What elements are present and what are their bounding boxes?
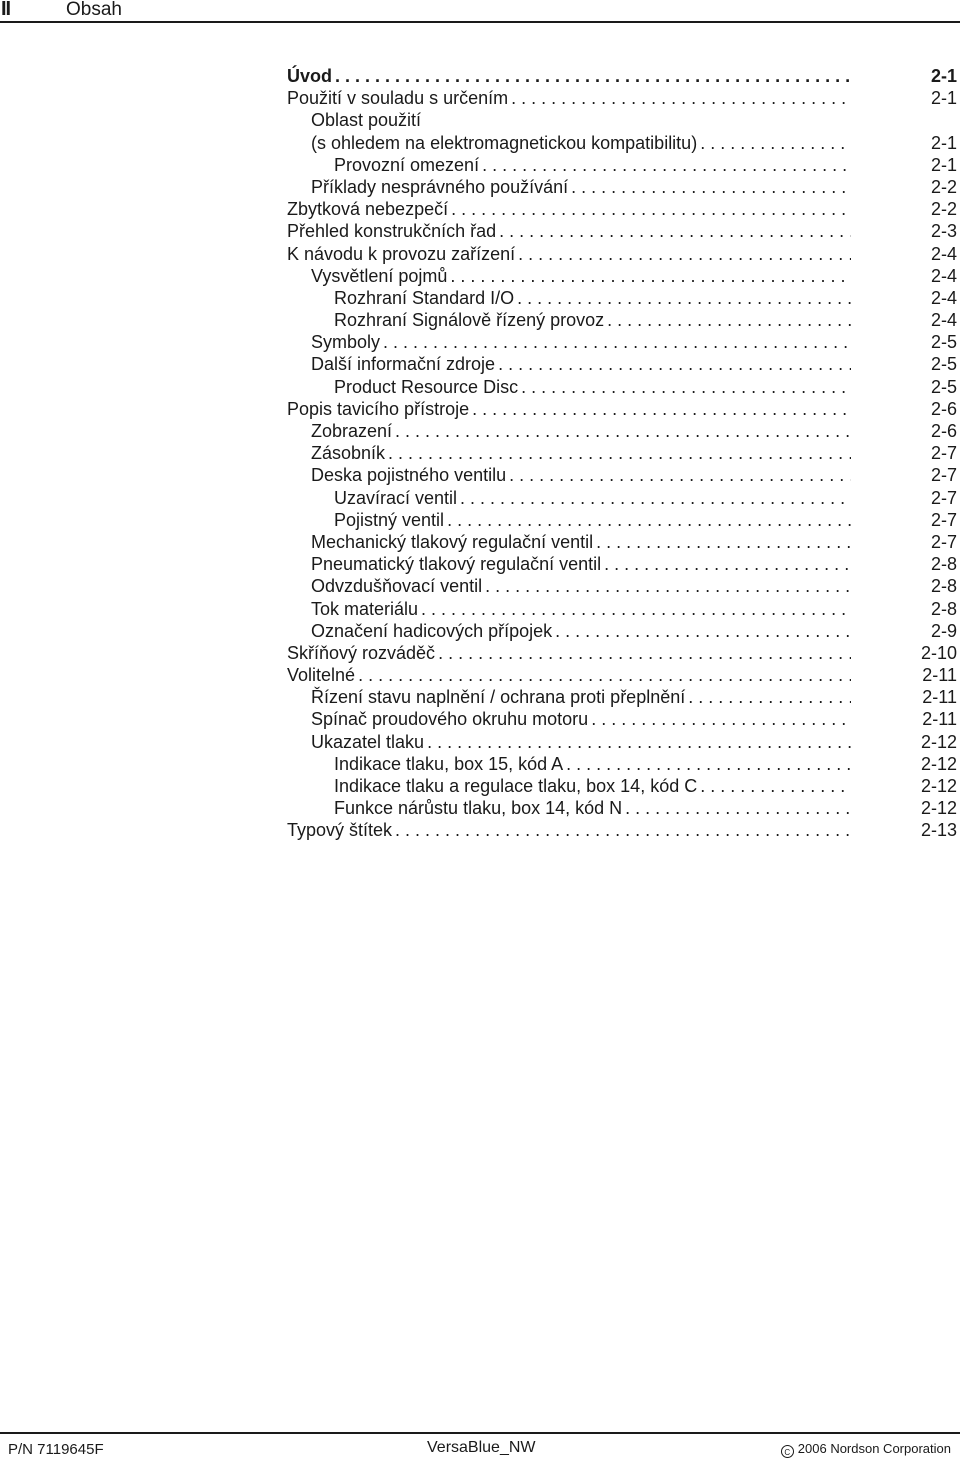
toc-entry-title: Deska pojistného ventilu [311,464,509,486]
toc-entry[interactable] [287,686,957,708]
copyright [781,1441,951,1458]
toc-entry-label-wrap [287,398,851,420]
toc-entry[interactable] [287,775,957,797]
toc-entry[interactable] [287,331,957,353]
toc-entry-page: 2-7 [930,487,957,508]
toc-dot-leader [596,531,851,553]
toc-entry-title: Zbytková nebezpečí [287,198,451,220]
toc-entry[interactable] [287,664,957,686]
toc-dot-leader [388,442,851,464]
toc-entry-label-wrap [287,642,851,664]
toc-entry-page: 2-10 [920,642,957,663]
toc-entry-page: 2-6 [930,421,957,441]
toc-entry-page: 2-4 [930,287,957,308]
toc-dot-leader [451,198,851,220]
toc-entry-page: 2-8 [930,598,957,619]
toc-dot-leader [509,464,851,486]
toc-entry-label-wrap [287,220,851,242]
page-footer [0,1432,960,1461]
toc-entry[interactable] [287,353,957,375]
toc-entry[interactable] [287,309,957,331]
toc-entry-label-wrap [334,797,851,819]
toc-entry-label-wrap [311,598,851,620]
toc-entry-page: 2-1 [930,132,957,153]
toc-dot-leader [427,731,851,753]
toc-entry-title: Řízení stavu naplnění / ochrana proti přeplnění [311,686,688,708]
toc-entry-page: 2-2 [930,176,957,197]
toc-dot-leader [700,775,851,797]
toc-entry-label-wrap [287,198,851,220]
toc-dot-leader [421,598,851,620]
toc-entry-title: Rozhraní Signálově řízený provoz [334,309,607,331]
toc-entry-title: Zobrazení [311,420,395,442]
toc-entry-page: 2-7 [930,465,957,486]
toc-entry-label-wrap [311,442,851,464]
toc-entry-label-wrap [311,420,851,442]
toc-entry-page: 2-12 [920,731,957,752]
toc-entry-page: 2-4 [930,310,957,331]
toc-entry-title: Provozní omezení [334,154,482,176]
toc-dot-leader [335,65,851,87]
toc-dot-leader [555,620,851,642]
toc-entry-title: Uzavírací ventil [334,487,460,509]
toc-entry[interactable] [287,575,957,597]
toc-entry[interactable] [287,598,957,620]
toc-entry-label-wrap [311,331,851,353]
toc-entry-title: Funkce nárůstu tlaku, box 14, kód N [334,797,625,819]
toc-entry[interactable] [287,376,957,398]
toc-entry-title: (s ohledem na elektromagnetickou kompatibilitu) [311,132,700,154]
toc-entry-page: 2-12 [920,776,957,796]
toc-dot-leader [450,265,851,287]
toc-entry-page: 2-7 [930,509,957,530]
toc-entry-page: 2-5 [930,354,957,375]
toc-dot-leader [482,154,851,176]
toc-dot-leader [447,509,851,531]
toc-entry-title: Rozhraní Standard I/O [334,287,517,309]
toc-entry-label-wrap [287,87,851,109]
toc-entry-title: Symboly [311,331,383,353]
toc-entry[interactable] [287,708,957,730]
toc-entry-page: 2-4 [930,243,957,264]
toc-entry-label-wrap [311,686,851,708]
toc-entry[interactable] [287,553,957,575]
toc-entry-label-wrap [287,243,851,265]
toc-dot-leader [358,664,851,686]
toc-entry-label-wrap [311,731,851,753]
toc-entry[interactable] [287,819,957,841]
toc-entry-title: K návodu k provozu zařízení [287,243,518,265]
toc-dot-leader [591,708,851,730]
toc-entry-page: 2-8 [930,554,957,575]
toc-entry-label-wrap [311,620,851,642]
toc-dot-leader [511,87,851,109]
toc-entry-page: 2-1 [930,88,957,109]
toc-entry-label-wrap [311,708,851,730]
toc-entry-label-wrap [311,531,851,553]
toc-entry-title: Odvzdušňovací ventil [311,575,485,597]
toc-dot-leader [607,309,851,331]
toc-entry[interactable] [287,797,957,819]
toc-entry-title: Označení hadicových přípojek [311,620,555,642]
product-name: VersaBlue_NW [427,1439,536,1456]
toc-entry-label-wrap [287,819,851,841]
toc-dot-leader [566,753,851,775]
toc-entry-label-wrap [311,575,851,597]
toc-entry-label-wrap [311,353,851,375]
toc-entry-title: Volitelné [287,664,358,686]
toc-entry-page: 2-11 [922,687,957,708]
toc-entry[interactable] [287,442,957,464]
toc-entry[interactable] [287,265,957,287]
toc-entry[interactable] [287,531,957,553]
toc-entry[interactable] [287,464,957,486]
toc-dot-leader [438,642,851,664]
toc-entry-page: 2-4 [930,265,957,286]
toc-entry-label-wrap [334,154,851,176]
toc-entry-label-wrap [334,287,851,309]
toc-entry[interactable] [287,753,957,775]
toc-dot-leader [485,575,851,597]
table-of-contents [287,65,957,842]
toc-entry-label-wrap [311,265,851,287]
toc-entry-title: Typový štítek [287,819,395,841]
toc-entry-label-wrap [334,487,851,509]
toc-dot-leader [517,287,851,309]
toc-dot-leader [383,331,851,353]
toc-entry-label-wrap [334,753,851,775]
toc-entry[interactable] [287,398,957,420]
toc-dot-leader [700,132,851,154]
copyright-icon: C [781,1445,794,1458]
header-rule [0,21,960,23]
toc-entry-page: 2-5 [930,376,957,397]
toc-entry-title: Příklady nesprávného používání [311,176,571,198]
toc-entry-label-wrap [311,553,851,575]
toc-entry-title: Indikace tlaku, box 15, kód A [334,753,566,775]
copyright-text: 2006 Nordson Corporation [797,1441,951,1456]
toc-dot-leader [395,420,851,442]
toc-entry-page: 2-9 [930,620,957,641]
toc-entry-title: Úvod [287,65,335,87]
toc-entry-label-wrap [311,132,851,154]
section-number: II [1,0,11,20]
toc-dot-leader [460,487,851,509]
toc-entry[interactable] [287,287,957,309]
toc-entry-title: Spínač proudového okruhu motoru [311,708,591,730]
toc-entry[interactable] [287,243,957,265]
toc-dot-leader [518,243,851,265]
toc-entry[interactable] [287,198,957,220]
toc-entry-label-wrap [334,775,851,797]
toc-entry-title: Pojistný ventil [334,509,447,531]
toc-entry-page: 2-1 [930,154,957,175]
toc-dot-leader [688,686,851,708]
toc-entry-title: Indikace tlaku a regulace tlaku, box 14, kód C [334,775,700,797]
toc-entry-title: Popis tavicího přístroje [287,398,472,420]
toc-entry-title: Další informační zdroje [311,353,498,375]
footer-rule [0,1432,960,1434]
toc-entry[interactable] [287,220,957,242]
toc-entry[interactable] [287,509,957,531]
page-header [0,0,960,22]
toc-entry[interactable] [287,731,957,753]
toc-dot-leader [521,376,851,398]
toc-dot-leader [472,398,851,420]
toc-entry-title: Mechanický tlakový regulační ventil [311,531,596,553]
toc-entry-page: 2-3 [930,221,957,242]
toc-entry[interactable] [287,420,957,442]
toc-entry-page: 2-13 [920,820,957,841]
toc-entry-title: Přehled konstrukčních řad [287,220,499,242]
toc-entry-title: Oblast použití [311,109,424,131]
toc-entry[interactable] [287,487,957,509]
toc-entry-page: 2-2 [930,199,957,220]
toc-entry-title: Ukazatel tlaku [311,731,427,753]
toc-entry-page: 2-1 [930,66,957,86]
toc-entry-page: 2-7 [930,443,957,464]
toc-entry-page: 2-6 [930,398,957,419]
toc-entry[interactable] [287,65,957,87]
toc-entry-title: Použití v souladu s určením [287,87,511,109]
toc-entry[interactable] [287,620,957,642]
toc-dot-leader [395,819,851,841]
toc-entry-title: Product Resource Disc [334,376,521,398]
toc-entry[interactable] [287,154,957,176]
toc-entry[interactable] [287,87,957,109]
toc-entry[interactable] [287,176,957,198]
toc-entry-label-wrap [334,509,851,531]
toc-entry[interactable] [287,132,957,154]
toc-entry-page: 2-12 [920,753,957,774]
toc-entry-page: 2-8 [930,576,957,597]
toc-dot-leader [498,353,851,375]
toc-entry-label-wrap [311,464,851,486]
toc-entry-label-wrap [334,309,851,331]
toc-dot-leader [604,553,851,575]
toc-entry-label-wrap [334,376,851,398]
toc-dot-leader [499,220,851,242]
toc-dot-leader [571,176,851,198]
toc-entry-label-wrap [311,176,851,198]
toc-entry-label-wrap [287,664,851,686]
toc-entry-page: 2-11 [922,665,957,686]
section-title: Obsah [66,0,122,20]
toc-dot-leader [625,797,851,819]
toc-entry-label-wrap [287,65,851,87]
part-number: P/N 7119645F [8,1441,104,1458]
toc-entry-title: Vysvětlení pojmů [311,265,450,287]
toc-entry-page: 2-5 [930,332,957,353]
toc-entry-title: Tok materiálu [311,598,421,620]
toc-entry-title: Skříňový rozváděč [287,642,438,664]
toc-entry-page: 2-12 [920,798,957,819]
toc-entry-label-wrap [311,109,957,131]
toc-entry[interactable] [287,642,957,664]
toc-entry-title: Pneumatický tlakový regulační ventil [311,553,604,575]
toc-entry[interactable] [287,109,957,131]
toc-entry-page: 2-7 [930,531,957,552]
toc-entry-page: 2-11 [922,709,957,730]
toc-entry-title: Zásobník [311,442,388,464]
